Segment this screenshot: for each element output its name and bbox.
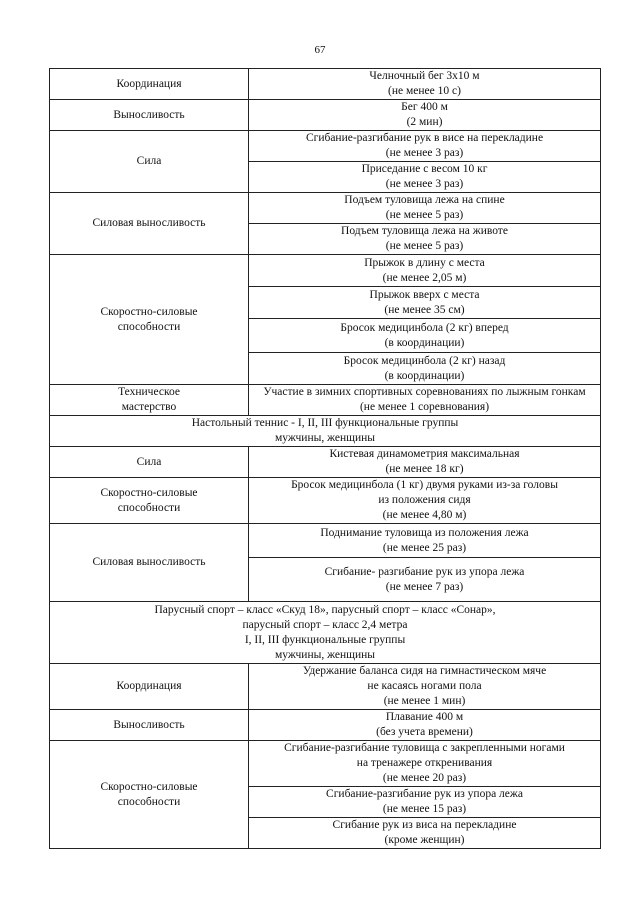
test-cell: Бросок медицинбола (2 кг) вперед (в координации)	[249, 319, 601, 353]
section-header-row	[50, 602, 601, 664]
table-row	[50, 385, 601, 416]
test-cell: Сгибание-разгибание рук в висе на перекладине (не менее 3 раз)	[249, 131, 601, 162]
quality-cell: Силовая выносливость	[50, 524, 249, 602]
section-header-row	[50, 416, 601, 447]
test-cell: Поднимание туловища из положения лежа (не менее 25 раз)	[249, 524, 601, 558]
test-cell: Сгибание- разгибание рук из упора лежа (не менее 7 раз)	[249, 558, 601, 602]
table-row	[50, 69, 601, 100]
test-cell: Подъем туловища лежа на животе (не менее 5 раз)	[249, 224, 601, 255]
test-cell: Прыжок вверх с места (не менее 35 см)	[249, 287, 601, 319]
quality-cell: Скоростно-силовые способности	[50, 255, 249, 385]
quality-cell: Сила	[50, 131, 249, 193]
table-row	[50, 131, 601, 162]
table-row	[50, 447, 601, 478]
section-header: Парусный спорт – класс «Скуд 18», парусный спорт – класс «Сонар», парусный спорт – класс 2,4 метра I, II, III функциональные группы мужчины, женщины	[50, 602, 601, 664]
table-row	[50, 193, 601, 224]
test-cell: Прыжок в длину с места (не менее 2,05 м)	[249, 255, 601, 287]
table-row	[50, 255, 601, 287]
quality-cell: Скоростно-силовые способности	[50, 478, 249, 524]
test-cell: Участие в зимних спортивных соревнованиях по лыжным гонкам (не менее 1 соревнования)	[249, 385, 601, 416]
test-cell: Плавание 400 м (без учета времени)	[249, 710, 601, 741]
quality-cell: Сила	[50, 447, 249, 478]
test-cell: Сгибание рук из виса на перекладине (кроме женщин)	[249, 818, 601, 849]
test-cell: Подъем туловища лежа на спине (не менее 5 раз)	[249, 193, 601, 224]
quality-cell: Техническое мастерство	[50, 385, 249, 416]
test-cell: Сгибание-разгибание туловища с закрепленными ногами на тренажере откренивания (не менее 20 раз)	[249, 741, 601, 787]
standards-table	[49, 68, 601, 849]
test-cell: Бег 400 м (2 мин)	[249, 100, 601, 131]
quality-cell: Скоростно-силовые способности	[50, 741, 249, 849]
test-cell: Бросок медицинбола (2 кг) назад (в координации)	[249, 353, 601, 385]
quality-cell: Выносливость	[50, 710, 249, 741]
table-row	[50, 741, 601, 787]
section-header: Настольный теннис - I, II, III функциональные группы мужчины, женщины	[50, 416, 601, 447]
table-row	[50, 524, 601, 558]
table-row	[50, 710, 601, 741]
quality-cell: Силовая выносливость	[50, 193, 249, 255]
quality-cell: Координация	[50, 664, 249, 710]
table-row	[50, 664, 601, 710]
quality-cell: Координация	[50, 69, 249, 100]
page-number: 67	[314, 44, 326, 56]
test-cell: Сгибание-разгибание рук из упора лежа (не менее 15 раз)	[249, 787, 601, 818]
test-cell: Бросок медицинбола (1 кг) двумя руками из-за головы из положения сидя (не менее 4,80 м)	[249, 478, 601, 524]
table-row	[50, 478, 601, 524]
test-cell: Челночный бег 3x10 м (не менее 10 с)	[249, 69, 601, 100]
quality-cell: Выносливость	[50, 100, 249, 131]
test-cell: Кистевая динамометрия максимальная (не менее 18 кг)	[249, 447, 601, 478]
test-cell: Удержание баланса сидя на гимнастическом мяче не касаясь ногами пола (не менее 1 мин)	[249, 664, 601, 710]
table-row	[50, 100, 601, 131]
test-cell: Приседание с весом 10 кг (не менее 3 раз)	[249, 162, 601, 193]
